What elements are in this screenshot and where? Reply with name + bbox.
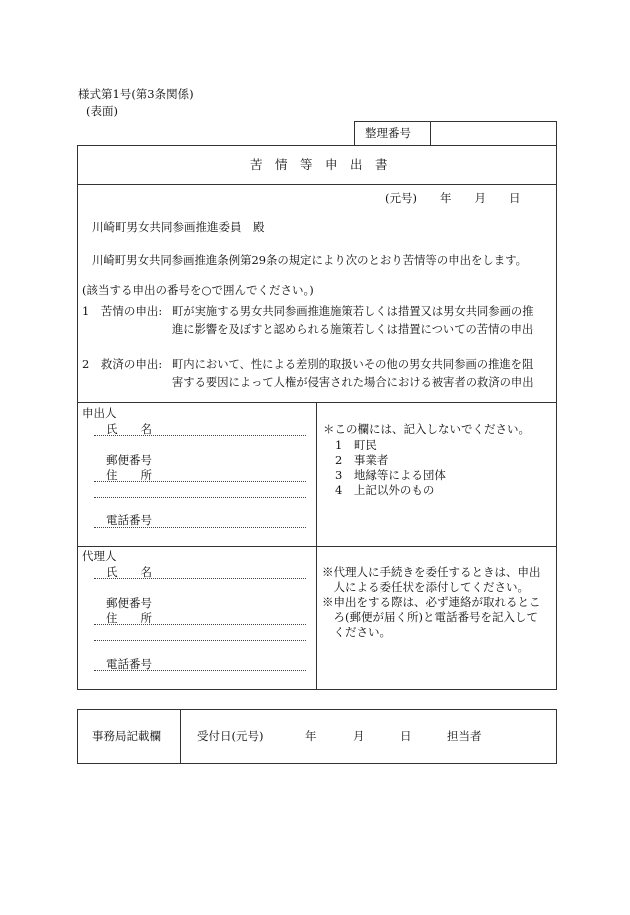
item-relief-head[interactable]: 2 救済の申出: <box>82 357 163 371</box>
received-day-label: 日 <box>400 729 412 743</box>
applicant-phone-field[interactable] <box>94 527 306 528</box>
agent-postal-label: 郵便番号 <box>106 596 152 610</box>
agent-name-field[interactable] <box>94 578 306 579</box>
form-number-label: 様式第1号(第3条関係) <box>78 87 194 101</box>
received-month-label: 月 <box>353 729 365 743</box>
agent-note-1: ※代理人に手続きを委任するときは、申出 <box>322 565 541 579</box>
date-line: (元号) 年 月 日 <box>385 191 521 205</box>
instruction-text: (該当する申出の番号を○で囲んでください。) <box>82 283 314 297</box>
received-date-label: 受付日(元号) <box>197 729 264 743</box>
applicant-address-field-2[interactable] <box>94 497 306 498</box>
reference-number-field[interactable] <box>432 123 554 144</box>
front-side-label: (表面) <box>86 104 118 118</box>
agent-phone-label: 電話番号 <box>106 657 152 671</box>
staff-label: 担当者 <box>447 729 482 743</box>
applicant-address-field[interactable] <box>94 481 306 482</box>
addressee: 川崎町男女共同参画推進委員 殿 <box>92 220 265 234</box>
intro-text: 川崎町男女共同参画推進条例第29条の規定により次のとおり苦情等の申出をします。 <box>92 253 528 267</box>
item-complaint-head[interactable]: 1 苦情の申出: <box>82 304 163 318</box>
applicant-name-field[interactable] <box>94 435 306 436</box>
agent-address-field[interactable] <box>94 624 306 625</box>
applicant-title: 申出人 <box>82 406 117 420</box>
agent-note-4: ろ(郵便が届く所)と電話番号を記入して <box>322 610 538 624</box>
applicant-name-label: 氏 名 <box>106 422 152 436</box>
applicant-option-1[interactable]: 1 町民 <box>335 438 377 452</box>
item-complaint-text-2: 進に影響を及ぼすと認められる施策若しくは措置についての苦情の申出 <box>172 323 534 336</box>
applicant-note-head: ＊この欄には、記入しないでください。 <box>323 422 530 436</box>
item-relief-text-2: 害する要因によって人権が侵害された場合における被害者の救済の申出 <box>172 376 534 389</box>
applicant-postal-label: 郵便番号 <box>106 453 152 467</box>
agent-name-label: 氏 名 <box>106 565 152 579</box>
agent-note-3: ※申出をする際は、必ず連絡が取れるとこ <box>322 595 541 609</box>
agent-address-label: 住 所 <box>106 611 152 625</box>
applicant-address-label: 住 所 <box>106 468 152 482</box>
agent-title: 代理人 <box>82 549 117 563</box>
applicant-option-4[interactable]: 4 上記以外のもの <box>335 483 435 497</box>
agent-address-field-2[interactable] <box>94 640 306 641</box>
agent-phone-field[interactable] <box>94 670 306 671</box>
applicant-phone-label: 電話番号 <box>106 513 152 527</box>
office-use-label: 事務局記載欄 <box>92 729 161 743</box>
item-complaint-text: 町が実施する男女共同参画推進施策若しくは措置又は男女共同参画の推 <box>172 305 534 318</box>
reference-number-label: 整理番号 <box>365 126 411 140</box>
agent-note-2: 人による委任状を添付してください。 <box>322 580 529 594</box>
applicant-option-2[interactable]: 2 事業者 <box>335 453 389 467</box>
applicant-option-3[interactable]: 3 地縁等による団体 <box>335 468 446 482</box>
item-relief-text: 町内において、性による差別的取扱いその他の男女共同参画の推進を阻 <box>172 358 534 371</box>
received-year-label: 年 <box>305 729 317 743</box>
form-title: 苦 情 等 申 出 書 <box>250 157 388 172</box>
agent-note-5: ください。 <box>322 625 391 639</box>
